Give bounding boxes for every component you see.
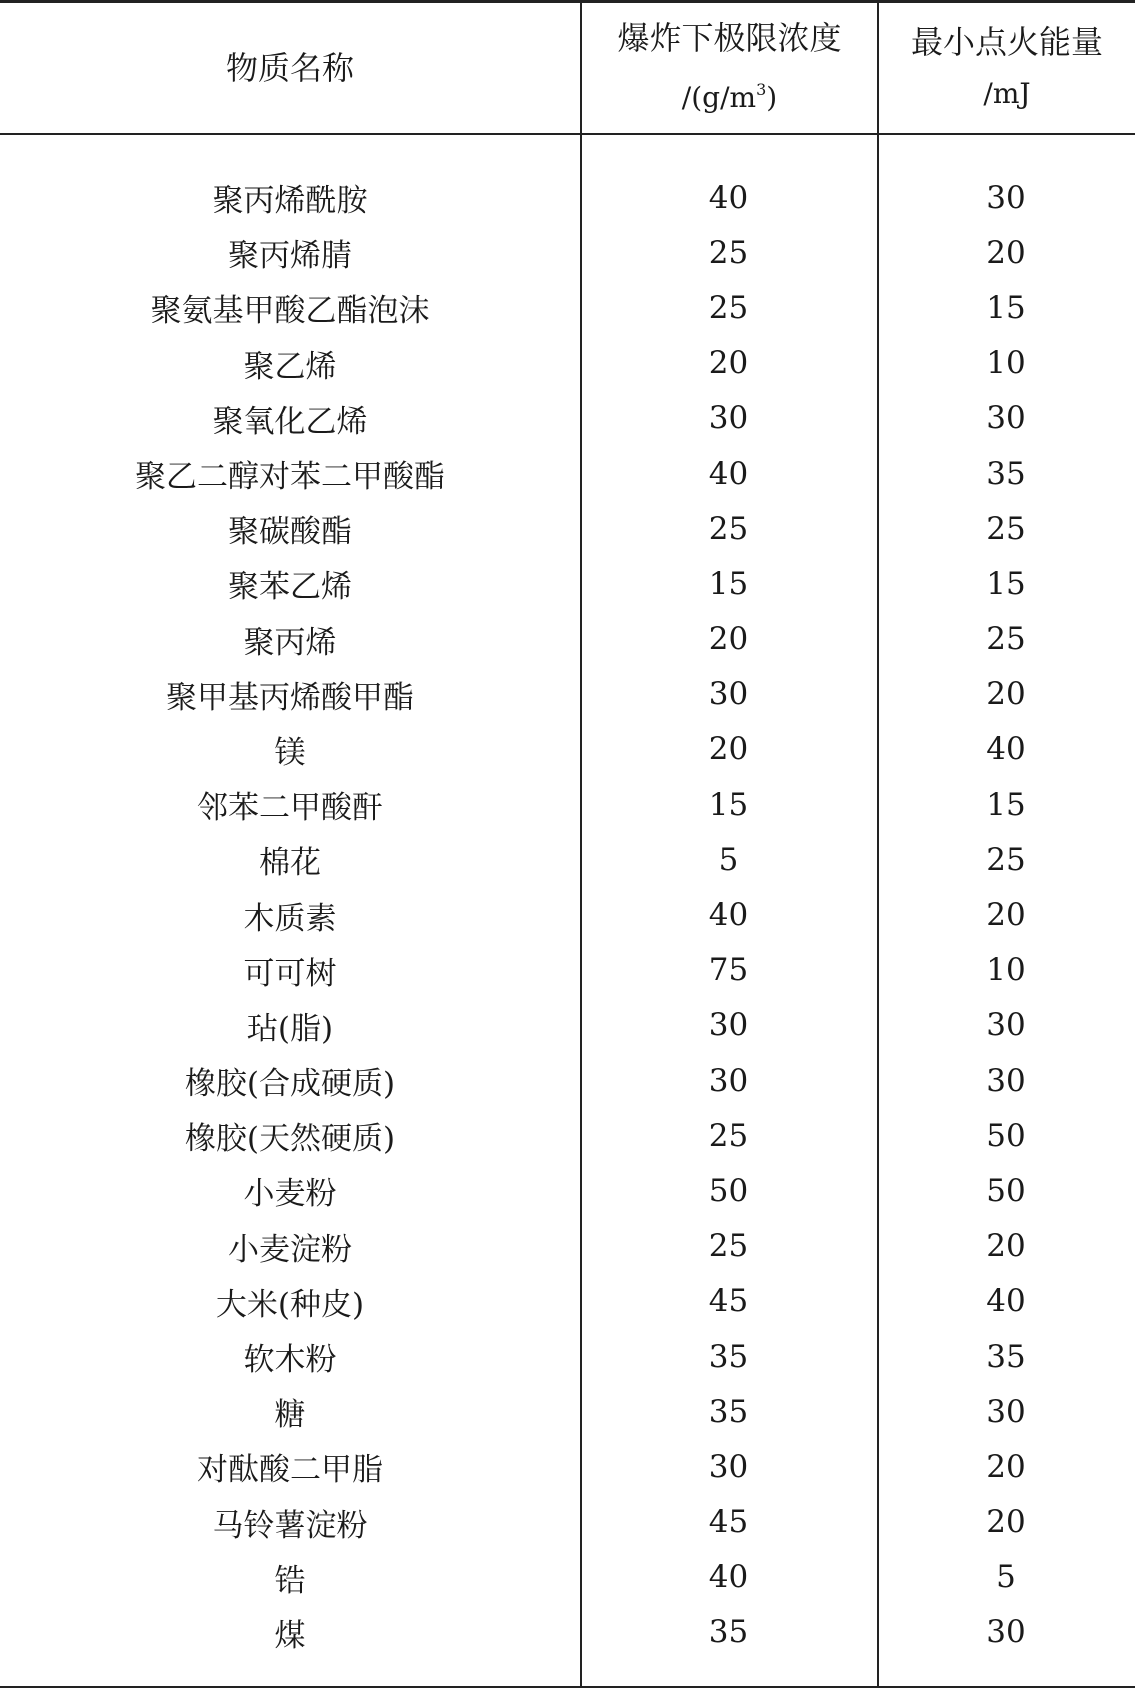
- substance-name-cell: 聚乙烯: [243, 348, 337, 385]
- header-lel-unit-text: /(g/m: [681, 81, 757, 114]
- header-substance-name: [0, 3, 580, 133]
- table-row: [0, 832, 1135, 887]
- header-lel-unit-exponent: 3: [756, 80, 767, 99]
- lower-explosion-limit-cell: 30: [708, 1062, 749, 1099]
- lower-explosion-limit-cell: 45: [708, 1504, 749, 1541]
- min-ignition-energy-cell: 15: [986, 289, 1026, 326]
- substance-name-cell: 聚氧化乙烯: [212, 403, 368, 440]
- substance-name-cell: 锆: [274, 1562, 306, 1599]
- header-lower-explosion-limit: [582, 3, 877, 133]
- table-row: [0, 777, 1135, 832]
- substance-name-cell: 聚碳酸酯: [228, 514, 352, 551]
- table-row: [0, 1108, 1135, 1163]
- min-ignition-energy-cell: 30: [986, 1393, 1026, 1430]
- substance-name-cell: 糖: [274, 1397, 306, 1434]
- min-ignition-energy-cell: 5: [996, 1559, 1016, 1596]
- lower-explosion-limit-cell: 30: [708, 1448, 749, 1485]
- table-row: [0, 391, 1135, 446]
- table-row: [0, 943, 1135, 998]
- min-ignition-energy-cell: 35: [986, 1338, 1026, 1375]
- lower-explosion-limit-cell: 35: [708, 1393, 749, 1430]
- table-row: [0, 556, 1135, 611]
- lower-explosion-limit-cell: 25: [708, 510, 749, 547]
- table-row: [0, 1439, 1135, 1494]
- min-ignition-energy-cell: 15: [986, 565, 1026, 602]
- substance-name-cell: 镁: [274, 734, 306, 771]
- substance-name-cell: 可可树: [243, 955, 337, 992]
- min-ignition-energy-cell: 20: [986, 234, 1026, 271]
- lower-explosion-limit-cell: 30: [708, 1007, 749, 1044]
- header-min-ignition-energy: [879, 3, 1135, 133]
- min-ignition-energy-cell: 50: [986, 1172, 1026, 1209]
- min-ignition-energy-cell: 20: [986, 897, 1026, 934]
- header-lel-unit-close: ): [766, 81, 778, 114]
- min-ignition-energy-cell: 30: [986, 400, 1026, 437]
- substance-name-cell: 橡胶(合成硬质): [184, 1066, 396, 1103]
- min-ignition-energy-cell: 30: [986, 1007, 1026, 1044]
- table-row: [0, 1219, 1135, 1274]
- lower-explosion-limit-cell: 25: [708, 289, 749, 326]
- table-row: [0, 280, 1135, 335]
- substance-name-cell: 软木粉: [243, 1342, 337, 1379]
- substance-name-cell: 大米(种皮): [215, 1286, 365, 1323]
- min-ignition-energy-cell: 25: [986, 621, 1026, 658]
- substance-name-cell: 玷(脂): [246, 1010, 334, 1047]
- min-ignition-energy-cell: 30: [986, 1062, 1026, 1099]
- min-ignition-energy-cell: 10: [986, 345, 1026, 382]
- lower-explosion-limit-cell: 20: [708, 621, 749, 658]
- table-row: [0, 612, 1135, 667]
- table-row: [0, 501, 1135, 556]
- min-ignition-energy-cell: 30: [986, 1614, 1026, 1651]
- table-row: [0, 1495, 1135, 1550]
- lower-explosion-limit-cell: 20: [708, 731, 749, 768]
- lower-explosion-limit-cell: 30: [708, 676, 749, 713]
- table-row: [0, 1053, 1135, 1108]
- lower-explosion-limit-cell: 50: [708, 1172, 749, 1209]
- table-row: [0, 336, 1135, 391]
- lower-explosion-limit-cell: 25: [708, 1117, 749, 1154]
- table-row: [0, 722, 1135, 777]
- min-ignition-energy-cell: 20: [986, 1504, 1026, 1541]
- substance-name-cell: 橡胶(天然硬质): [184, 1121, 396, 1158]
- header-lel-unit: [682, 64, 777, 124]
- table-row: [0, 225, 1135, 280]
- header-rule: [0, 133, 1135, 135]
- min-ignition-energy-cell: 15: [986, 786, 1026, 823]
- substance-name-cell: 聚氨基甲酸乙酯泡沫: [150, 293, 430, 330]
- table-row: [0, 887, 1135, 942]
- substance-name-cell: 小麦粉: [243, 1176, 337, 1213]
- lower-explosion-limit-cell: 15: [708, 786, 749, 823]
- table-row: [0, 1329, 1135, 1384]
- min-ignition-energy-cell: 10: [986, 952, 1026, 989]
- min-ignition-energy-cell: 25: [986, 841, 1026, 878]
- substance-name-cell: 聚乙二醇对苯二甲酸酯: [135, 459, 445, 496]
- table-row: [0, 1384, 1135, 1439]
- header-lel-label: 爆炸下极限浓度: [617, 19, 842, 57]
- min-ignition-energy-cell: 25: [986, 510, 1026, 547]
- header-substance-name-label: 物质名称: [225, 49, 354, 87]
- substance-name-cell: 小麦淀粉: [228, 1231, 352, 1268]
- table-row: [0, 1550, 1135, 1605]
- lower-explosion-limit-cell: 45: [708, 1283, 749, 1320]
- substance-name-cell: 聚苯乙烯: [228, 569, 352, 606]
- table-row: [0, 446, 1135, 501]
- header-mie-unit: /mJ: [983, 77, 1031, 110]
- lower-explosion-limit-cell: 20: [708, 345, 749, 382]
- min-ignition-energy-cell: 20: [986, 676, 1026, 713]
- lower-explosion-limit-cell: 40: [708, 897, 749, 934]
- substance-name-cell: 聚丙烯腈: [228, 238, 352, 275]
- table-row: [0, 667, 1135, 722]
- substance-name-cell: 对酞酸二甲脂: [197, 1452, 383, 1489]
- lower-explosion-limit-cell: 75: [708, 952, 749, 989]
- substance-name-cell: 木质素: [243, 900, 337, 937]
- table-row: [0, 170, 1135, 225]
- table-row: [0, 1163, 1135, 1218]
- lower-explosion-limit-cell: 15: [708, 565, 749, 602]
- table-row: [0, 998, 1135, 1053]
- substance-name-cell: 棉花: [259, 845, 321, 882]
- substance-name-cell: 邻苯二甲酸酐: [197, 790, 383, 827]
- min-ignition-energy-cell: 20: [986, 1448, 1026, 1485]
- lower-explosion-limit-cell: 40: [708, 1559, 749, 1596]
- min-ignition-energy-cell: 50: [986, 1117, 1026, 1154]
- lower-explosion-limit-cell: 40: [708, 455, 749, 492]
- lower-explosion-limit-cell: 25: [708, 234, 749, 271]
- table-row: [0, 1274, 1135, 1329]
- min-ignition-energy-cell: 40: [986, 1283, 1026, 1320]
- lower-explosion-limit-cell: 35: [708, 1338, 749, 1375]
- lower-explosion-limit-cell: 5: [718, 841, 739, 878]
- substance-name-cell: 煤: [274, 1617, 306, 1654]
- lower-explosion-limit-cell: 35: [708, 1614, 749, 1651]
- substance-name-cell: 聚丙烯酰胺: [212, 183, 368, 220]
- lower-explosion-limit-cell: 40: [708, 179, 749, 216]
- min-ignition-energy-cell: 40: [986, 731, 1026, 768]
- bottom-rule: [0, 1686, 1135, 1688]
- min-ignition-energy-cell: 30: [986, 179, 1026, 216]
- lower-explosion-limit-cell: 30: [708, 400, 749, 437]
- lower-explosion-limit-cell: 25: [708, 1228, 749, 1265]
- table-body: [0, 170, 1135, 1660]
- header-mie-label: 最小点火能量: [910, 23, 1103, 61]
- min-ignition-energy-cell: 35: [986, 455, 1026, 492]
- min-ignition-energy-cell: 20: [986, 1228, 1026, 1265]
- table-row: [0, 1605, 1135, 1660]
- substance-name-cell: 聚丙烯: [243, 624, 337, 661]
- substance-name-cell: 聚甲基丙烯酸甲酯: [166, 679, 414, 716]
- substance-name-cell: 马铃薯淀粉: [212, 1507, 368, 1544]
